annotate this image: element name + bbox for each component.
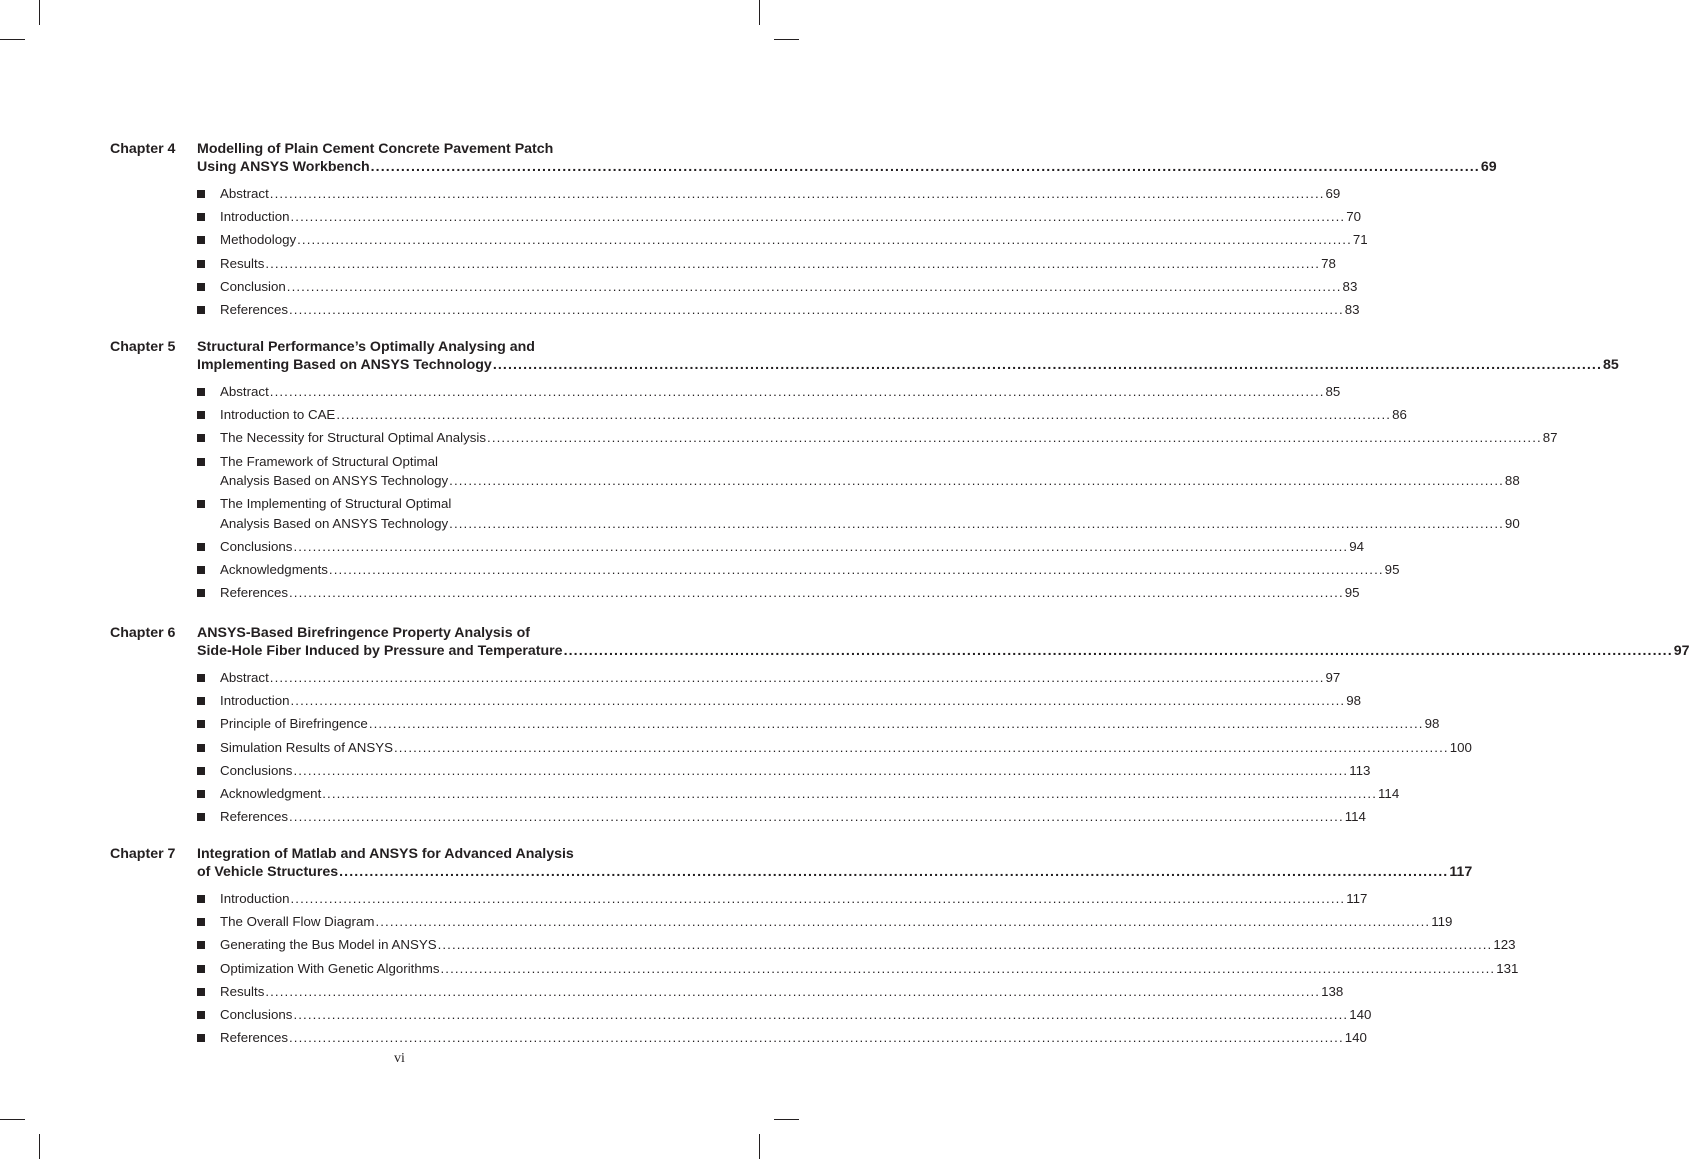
crop-mark bbox=[759, 1134, 760, 1159]
square-bullet-icon bbox=[197, 697, 205, 705]
chapter-body bbox=[197, 624, 1690, 827]
toc-entry-page-number: 98 bbox=[1346, 693, 1362, 709]
chapter-title-leader-row bbox=[197, 642, 1690, 660]
toc-entry-leader-row bbox=[220, 912, 1453, 932]
toc-entry-page-number: 78 bbox=[1321, 255, 1336, 271]
toc-entry-leader-row bbox=[220, 254, 1336, 274]
chapter-section bbox=[110, 140, 1497, 319]
crop-mark bbox=[774, 1119, 799, 1120]
toc-entry-page-number: 94 bbox=[1349, 538, 1364, 554]
square-bullet-icon bbox=[197, 500, 205, 508]
toc-entry[interactable] bbox=[197, 714, 1440, 734]
toc-entry-leader-row bbox=[220, 277, 1358, 297]
toc-entry[interactable] bbox=[197, 277, 1358, 297]
toc-entry-page-number: 98 bbox=[1424, 716, 1440, 732]
toc-entry-text: Abstract bbox=[220, 186, 269, 201]
chapter-title-line: Modelling of Plain Cement Concrete Pavement Patch bbox=[197, 141, 554, 157]
toc-entry[interactable] bbox=[197, 1005, 1372, 1025]
toc-entry[interactable] bbox=[197, 300, 1360, 320]
dot-leader: ............................................................................................................................................................................................................................ bbox=[437, 937, 1493, 953]
chapter-label: Chapter 6 bbox=[110, 625, 176, 641]
dot-leader: ............................................................................................................................................................................................................................ bbox=[293, 1006, 1349, 1022]
dot-leader: ............................................................................................................................................................................................................................ bbox=[393, 739, 1449, 755]
square-bullet-icon bbox=[197, 566, 205, 574]
dot-leader: ............................................................................................................................................................................................................................ bbox=[297, 232, 1352, 248]
dot-leader: ............................................................................................................................................................................................................................ bbox=[449, 473, 1504, 489]
crop-mark bbox=[39, 0, 40, 25]
toc-entry-page-number: 140 bbox=[1344, 1030, 1367, 1046]
section-entry-list bbox=[197, 184, 1368, 319]
dot-leader: ............................................................................................................................................................................................................................ bbox=[487, 430, 1542, 446]
dot-leader: ............................................................................................................................................................................................................................ bbox=[370, 159, 1480, 175]
toc-entry-page-number: 100 bbox=[1449, 739, 1472, 755]
crop-mark bbox=[0, 39, 25, 40]
chapter-body bbox=[197, 140, 1497, 319]
toc-entry-page-number: 97 bbox=[1325, 670, 1341, 685]
chapter-title[interactable] bbox=[197, 624, 1690, 660]
square-bullet-icon bbox=[197, 260, 205, 268]
chapter-title[interactable] bbox=[197, 845, 1473, 881]
dot-leader: ............................................................................................................................................................................................................................ bbox=[265, 255, 1321, 271]
toc-entry[interactable] bbox=[197, 230, 1368, 250]
toc-entry-page-number: 69 bbox=[1325, 186, 1341, 201]
section-entry-list bbox=[197, 668, 1472, 827]
dot-leader: ............................................................................................................................................................................................................................ bbox=[289, 585, 1344, 601]
square-bullet-icon bbox=[197, 744, 205, 752]
toc-entry-page-number: 119 bbox=[1431, 914, 1453, 930]
dot-leader: ............................................................................................................................................................................................................................ bbox=[375, 914, 1431, 930]
square-bullet-icon bbox=[197, 813, 205, 821]
toc-entry-page-number: 83 bbox=[1342, 278, 1358, 294]
crop-mark bbox=[0, 1119, 25, 1120]
toc-entry[interactable] bbox=[197, 912, 1453, 932]
toc-entry-page-number: 95 bbox=[1384, 562, 1400, 578]
chapter-body bbox=[197, 338, 1619, 603]
toc-entry-text: Abstract bbox=[220, 384, 269, 399]
chapter-title-line: of Vehicle Structures bbox=[197, 864, 339, 880]
toc-entry-page-number: 117 bbox=[1346, 891, 1368, 906]
dot-leader: ............................................................................................................................................................................................................................ bbox=[290, 891, 1346, 906]
toc-entry-leader-row bbox=[220, 691, 1362, 711]
toc-entry-page-number: 123 bbox=[1493, 937, 1516, 953]
toc-entry[interactable] bbox=[197, 982, 1344, 1002]
dot-leader: ............................................................................................................................................................................................................................ bbox=[563, 643, 1673, 659]
toc-entry-leader-row bbox=[220, 982, 1344, 1002]
toc-entry-leader-row bbox=[220, 428, 1558, 448]
toc-entry-text: Simulation Results of ANSYS bbox=[220, 739, 393, 755]
toc-entry-leader-row bbox=[220, 405, 1407, 425]
toc-entry-text: Introduction bbox=[220, 693, 290, 709]
toc-entry-page-number: 70 bbox=[1346, 209, 1362, 225]
toc-entry-text: Results bbox=[220, 255, 265, 271]
dot-leader: ............................................................................................................................................................................................................................ bbox=[269, 670, 1325, 685]
square-bullet-icon bbox=[197, 720, 205, 728]
toc-entry-leader-row bbox=[220, 471, 1520, 491]
dot-leader: ............................................................................................................................................................................................................................ bbox=[269, 384, 1325, 399]
toc-entry-text: Conclusions bbox=[220, 1006, 293, 1022]
toc-entry-text: Conclusions bbox=[220, 538, 293, 554]
chapter-section bbox=[110, 338, 1619, 603]
square-bullet-icon bbox=[197, 1034, 205, 1042]
toc-entry-leader-row bbox=[220, 761, 1371, 781]
chapter-title[interactable] bbox=[197, 140, 1497, 176]
square-bullet-icon bbox=[197, 767, 205, 775]
toc-entry-text: The Necessity for Structural Optimal Analysis bbox=[220, 430, 487, 446]
toc-entry[interactable] bbox=[197, 738, 1472, 758]
toc-entry-text: Introduction bbox=[220, 891, 290, 906]
chapter-title-line: Side-Hole Fiber Induced by Pressure and Temperature bbox=[197, 643, 563, 659]
section-entry-list bbox=[197, 382, 1558, 603]
toc-entry[interactable] bbox=[197, 428, 1558, 448]
chapter-label: Chapter 5 bbox=[110, 339, 176, 355]
toc-entry-text: Acknowledgments bbox=[220, 562, 328, 578]
toc-entry-text: Analysis Based on ANSYS Technology bbox=[220, 473, 449, 489]
dot-leader: ............................................................................................................................................................................................................................ bbox=[368, 716, 1424, 732]
toc-entry-leader-row bbox=[220, 959, 1519, 979]
toc-entry-text: Optimization With Genetic Algorithms bbox=[220, 960, 440, 976]
square-bullet-icon bbox=[197, 213, 205, 221]
toc-entry[interactable] bbox=[197, 207, 1362, 227]
chapter-body bbox=[197, 845, 1519, 1048]
toc-entry[interactable] bbox=[197, 691, 1362, 711]
toc-entry[interactable] bbox=[197, 1028, 1367, 1048]
toc-entry[interactable] bbox=[197, 560, 1400, 580]
chapter-page-number: 117 bbox=[1449, 864, 1473, 880]
toc-entry-text: Abstract bbox=[220, 670, 269, 685]
toc-entry[interactable] bbox=[197, 935, 1516, 955]
toc-entry[interactable] bbox=[197, 784, 1400, 804]
dot-leader: ............................................................................................................................................................................................................................ bbox=[290, 209, 1346, 225]
square-bullet-icon bbox=[197, 918, 205, 926]
page-folio: vi bbox=[394, 1051, 405, 1066]
dot-leader: ............................................................................................................................................................................................................................ bbox=[293, 762, 1349, 778]
dot-leader: ............................................................................................................................................................................................................................ bbox=[293, 538, 1349, 554]
toc-entry-leader-row bbox=[220, 537, 1364, 557]
toc-entry-text: Conclusions bbox=[220, 762, 293, 778]
section-entry-list bbox=[197, 889, 1519, 1048]
toc-entry-text-line: The Implementing of Structural Optimal bbox=[220, 496, 452, 512]
toc-entry-text: Analysis Based on ANSYS Technology bbox=[220, 515, 449, 531]
toc-entry-text: References bbox=[220, 301, 288, 317]
toc-entry[interactable] bbox=[197, 889, 1368, 909]
chapter-page-number: 85 bbox=[1603, 357, 1619, 373]
toc-entry-page-number: 83 bbox=[1344, 301, 1360, 317]
dot-leader: ............................................................................................................................................................................................................................ bbox=[492, 357, 1603, 373]
chapter-page-number: 97 bbox=[1673, 643, 1690, 659]
toc-entry-text: Introduction to CAE bbox=[220, 407, 336, 423]
square-bullet-icon bbox=[197, 965, 205, 973]
chapter-title[interactable] bbox=[197, 338, 1619, 374]
toc-entry-text: Generating the Bus Model in ANSYS bbox=[220, 937, 437, 953]
toc-entry[interactable] bbox=[197, 184, 1341, 204]
square-bullet-icon bbox=[197, 589, 205, 597]
toc-entry-text: References bbox=[220, 1030, 288, 1046]
square-bullet-icon bbox=[197, 306, 205, 314]
toc-entry-page-number: 138 bbox=[1321, 983, 1344, 999]
toc-entry-leader-row bbox=[220, 560, 1400, 580]
dot-leader: ............................................................................................................................................................................................................................ bbox=[286, 278, 1342, 294]
toc-entry-leader-row bbox=[220, 300, 1360, 320]
crop-mark bbox=[774, 39, 799, 40]
toc-entry-text: The Overall Flow Diagram bbox=[220, 914, 375, 930]
toc-entry-leader-row bbox=[220, 714, 1440, 734]
toc-entry-leader-row bbox=[220, 935, 1516, 955]
toc-entry[interactable] bbox=[197, 405, 1407, 425]
toc-entry[interactable] bbox=[197, 537, 1364, 557]
toc-entry-leader-row bbox=[220, 668, 1341, 688]
dot-leader: ............................................................................................................................................................................................................................ bbox=[336, 407, 1392, 423]
toc-entry-text: Introduction bbox=[220, 209, 290, 225]
toc-entry[interactable] bbox=[197, 452, 1520, 491]
square-bullet-icon bbox=[197, 411, 205, 419]
dot-leader: ............................................................................................................................................................................................................................ bbox=[289, 809, 1344, 825]
square-bullet-icon bbox=[197, 988, 205, 996]
toc-entry-page-number: 95 bbox=[1344, 585, 1360, 601]
chapter-title-line: Using ANSYS Workbench bbox=[197, 159, 370, 175]
toc-entry-text: References bbox=[220, 585, 288, 601]
dot-leader: ............................................................................................................................................................................................................................ bbox=[328, 562, 1384, 578]
chapter-section bbox=[110, 624, 1690, 827]
toc-entry-page-number: 140 bbox=[1349, 1006, 1372, 1022]
chapter-title-line: ANSYS-Based Birefringence Property Analysis of bbox=[197, 625, 530, 641]
chapter-title-leader-row bbox=[197, 863, 1473, 881]
toc-entry-leader-row bbox=[220, 807, 1366, 827]
toc-entry-text: Acknowledgment bbox=[220, 785, 322, 801]
dot-leader: ............................................................................................................................................................................................................................ bbox=[289, 301, 1344, 317]
toc-entry-leader-row bbox=[220, 230, 1368, 250]
toc-entry-text-line: The Framework of Structural Optimal bbox=[220, 453, 438, 469]
square-bullet-icon bbox=[197, 543, 205, 551]
chapter-title-line: Implementing Based on ANSYS Technology bbox=[197, 357, 492, 373]
crop-mark bbox=[39, 1134, 40, 1159]
toc-entry-page-number: 85 bbox=[1325, 384, 1341, 399]
toc-entry-page-number: 87 bbox=[1542, 430, 1558, 446]
square-bullet-icon bbox=[197, 283, 205, 291]
square-bullet-icon bbox=[197, 1011, 205, 1019]
square-bullet-icon bbox=[197, 790, 205, 798]
toc-entry[interactable] bbox=[197, 254, 1336, 274]
toc-entry[interactable] bbox=[197, 807, 1366, 827]
toc-entry-page-number: 113 bbox=[1349, 762, 1371, 778]
toc-entry[interactable] bbox=[197, 583, 1360, 603]
square-bullet-icon bbox=[197, 674, 205, 682]
chapter-page-number: 69 bbox=[1480, 159, 1497, 175]
toc-entry[interactable] bbox=[197, 494, 1520, 533]
toc-entry-page-number: 114 bbox=[1344, 809, 1366, 825]
square-bullet-icon bbox=[197, 434, 205, 442]
square-bullet-icon bbox=[197, 190, 205, 198]
chapter-title-line: Integration of Matlab and ANSYS for Advanced Analysis bbox=[197, 846, 574, 862]
chapter-title-leader-row bbox=[197, 158, 1497, 176]
chapter-section bbox=[110, 845, 1519, 1048]
toc-entry-page-number: 71 bbox=[1352, 232, 1368, 248]
dot-leader: ............................................................................................................................................................................................................................ bbox=[289, 1030, 1344, 1046]
toc-entry-text: Conclusion bbox=[220, 278, 286, 294]
dot-leader: ............................................................................................................................................................................................................................ bbox=[339, 864, 1449, 880]
toc-entry-leader-row bbox=[220, 1005, 1372, 1025]
toc-entry-leader-row bbox=[220, 889, 1368, 909]
chapter-label: Chapter 4 bbox=[110, 141, 176, 157]
toc-entry[interactable] bbox=[197, 959, 1519, 979]
toc-entry-leader-row bbox=[220, 583, 1360, 603]
toc-entry[interactable] bbox=[197, 382, 1341, 402]
toc-entry-leader-row bbox=[220, 1028, 1367, 1048]
chapter-title-line: Structural Performance’s Optimally Analysing and bbox=[197, 339, 535, 355]
dot-leader: ............................................................................................................................................................................................................................ bbox=[290, 693, 1346, 709]
square-bullet-icon bbox=[197, 388, 205, 396]
dot-leader: ............................................................................................................................................................................................................................ bbox=[265, 983, 1321, 999]
toc-entry[interactable] bbox=[197, 668, 1341, 688]
toc-entry-leader-row bbox=[220, 207, 1362, 227]
toc-entry[interactable] bbox=[197, 761, 1371, 781]
square-bullet-icon bbox=[197, 236, 205, 244]
toc-entry-page-number: 114 bbox=[1378, 785, 1400, 801]
square-bullet-icon bbox=[197, 895, 205, 903]
dot-leader: ............................................................................................................................................................................................................................ bbox=[440, 960, 1496, 976]
toc-entry-leader-row bbox=[220, 184, 1341, 204]
toc-entry-page-number: 86 bbox=[1392, 407, 1407, 423]
toc-entry-leader-row bbox=[220, 738, 1472, 758]
toc-entry-text: References bbox=[220, 809, 288, 825]
crop-mark bbox=[759, 0, 760, 25]
dot-leader: ............................................................................................................................................................................................................................ bbox=[449, 515, 1504, 531]
toc-entry-leader-row bbox=[220, 382, 1341, 402]
dot-leader: ............................................................................................................................................................................................................................ bbox=[269, 186, 1325, 201]
toc-entry-leader-row bbox=[220, 514, 1520, 534]
toc-entry-leader-row bbox=[220, 784, 1400, 804]
toc-entry-page-number: 88 bbox=[1504, 473, 1520, 489]
chapter-label: Chapter 7 bbox=[110, 846, 176, 862]
square-bullet-icon bbox=[197, 941, 205, 949]
toc-entry-text: Methodology bbox=[220, 232, 297, 248]
toc-entry-text: Results bbox=[220, 983, 265, 999]
toc-entry-page-number: 90 bbox=[1504, 515, 1520, 531]
toc-entry-page-number: 131 bbox=[1496, 960, 1519, 976]
toc-entry-text: Principle of Birefringence bbox=[220, 716, 368, 732]
dot-leader: ............................................................................................................................................................................................................................ bbox=[322, 785, 1378, 801]
chapter-title-leader-row bbox=[197, 356, 1619, 374]
square-bullet-icon bbox=[197, 458, 205, 466]
